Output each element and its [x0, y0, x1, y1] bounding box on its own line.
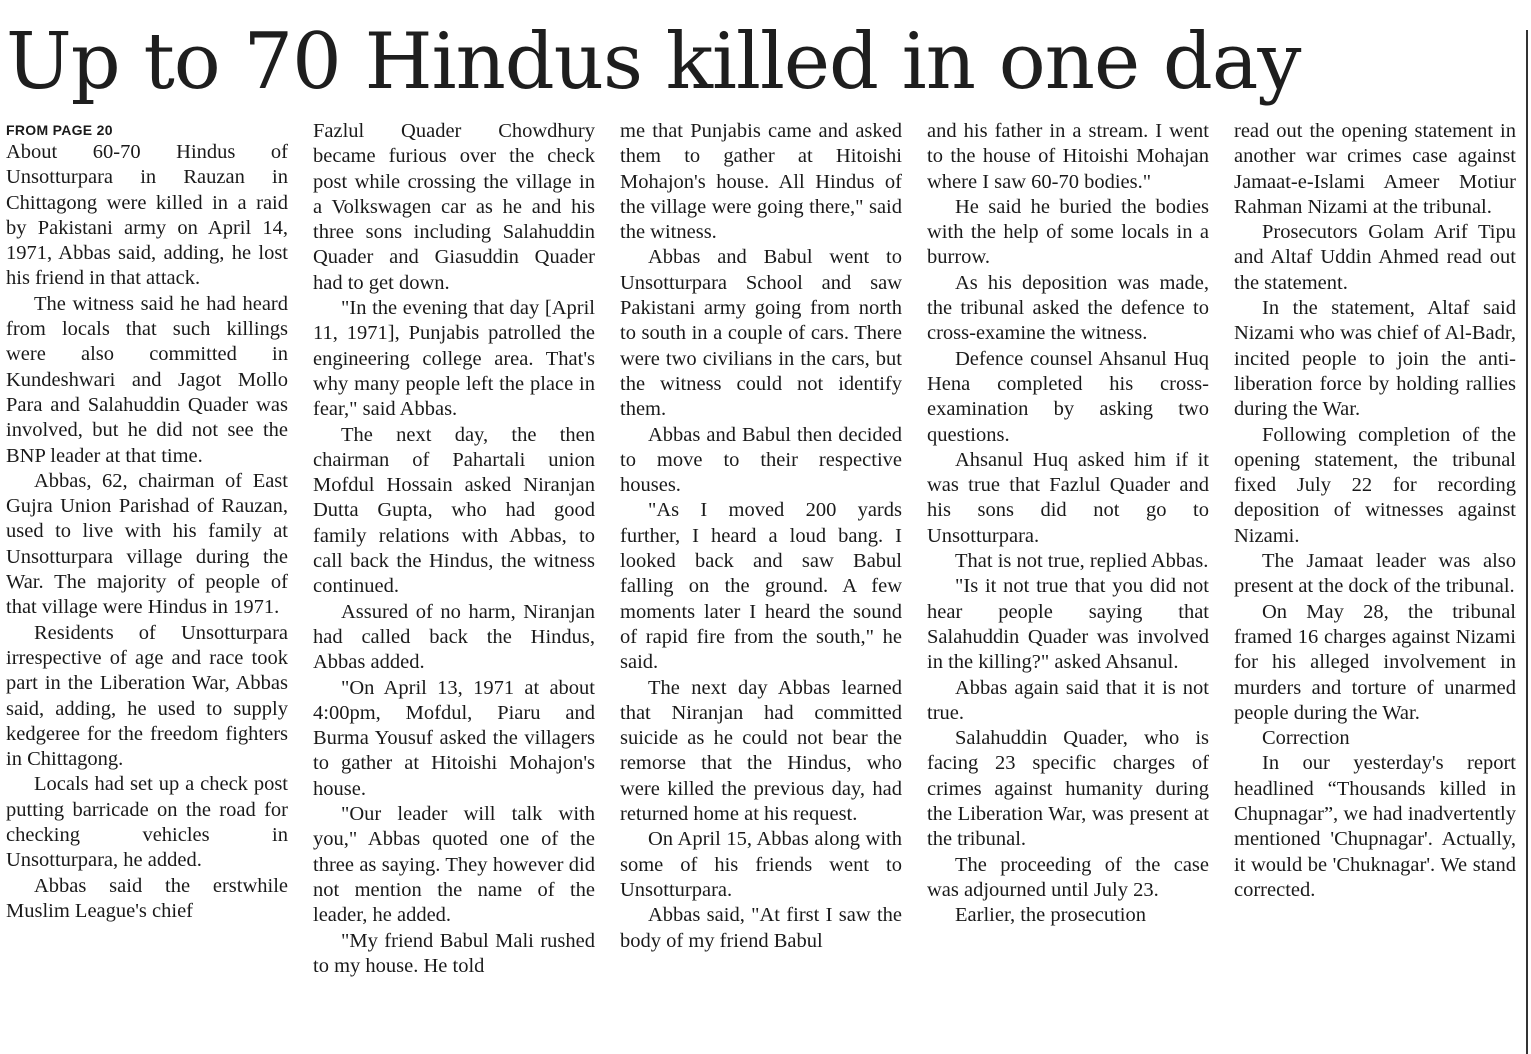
paragraph: That is not true, replied Abbas. — [955, 550, 1209, 573]
paragraph: "As I moved 200 yards further, I heard a loud bang. I looked back and saw Babul falling on the ground. A few moments later I heard the sound of rapid fire from the south," he said. — [620, 499, 902, 674]
paragraph: On April 15, Abbas along with some of his friends went to Unsotturpara. — [620, 828, 902, 901]
paragraph: Abbas said, "At first I saw the body of my friend Babul — [620, 904, 902, 952]
paragraph: Abbas and Babul then decided to move to their respective houses. — [620, 423, 902, 497]
article-column-1 — [6, 118, 288, 1054]
correction-text: In our yesterday's report headlined “Thousands killed in Chupnagar”, we had inadvertently mentioned 'Chupnagar'. Actually, it would be 'Chuknagar'. We stand corrected. — [1234, 752, 1516, 901]
paragraph: Earlier, the prosecution — [955, 904, 1147, 927]
paragraph: The Jamaat leader was also present at the dock of the tribunal. — [1234, 550, 1516, 598]
paragraph: He said he buried the bodies with the help of some locals in a burrow. — [927, 195, 1209, 269]
paragraph: Assured of no harm, Niranjan had called back the Hindus, Abbas added. — [313, 600, 595, 674]
paragraph: Salahuddin Quader, who is facing 23 specific charges of crimes against humanity during the Liberation War, was present at the tribunal. — [927, 727, 1209, 851]
article-column-5 — [1234, 119, 1516, 1054]
paragraph: "Is it not true that you did not hear people saying that Salahuddin Quader was involved in the killing?" asked Ahsanul. — [927, 575, 1209, 674]
paragraph: The witness said he had heard from locals that such killings were also committed in Kundeshwari and Jagot Mollo Para and Salahuddin Quader was involved, but he did not see the BNP leader at that time. — [6, 292, 288, 467]
paragraph: Locals had set up a check post putting barricade on the road for checking vehicles in Unsotturpara, he added. — [6, 773, 288, 872]
paragraph: Abbas, 62, chairman of East Gujra Union Parishad of Rauzan, used to live with his family at Unsotturpara village during the War. The majority of people of that village were Hindus in 1971. — [6, 469, 288, 619]
paragraph: "In the evening that day [April 11, 1971], Punjabis patrolled the engineering college area. That's why many people left the place in fear," said Abbas. — [313, 297, 595, 421]
paragraph: Abbas again said that it is not true. — [927, 676, 1209, 724]
continuation-kicker: FROM PAGE 20 — [6, 122, 113, 138]
paragraph: and his father in a stream. I went to the house of Hitoishi Mohajan where I saw 60-70 bodies." — [927, 120, 1209, 193]
paragraph: Residents of Unsotturpara irrespective of age and race took part in the Liberation War, Abbas said, adding, he used to supply kedgeree for the freedom fighters in Chittagong. — [6, 621, 288, 771]
paragraph: "Our leader will talk with you," Abbas quoted one of the three as saying. They however did not mention the name of the leader, he added. — [313, 803, 595, 927]
paragraph: The proceeding of the case was adjourned until July 23. — [927, 853, 1209, 901]
paragraph: me that Punjabis came and asked them to gather at Hitoishi Mohajon's house. All Hindus of the village were going there," said the witness. — [620, 120, 902, 244]
article-body — [6, 118, 1516, 1054]
paragraph: "On April 13, 1971 at about 4:00pm, Mofdul, Piaru and Burma Yousuf asked the villagers to gather at Hitoishi Mohajon's house. — [313, 676, 595, 800]
paragraph: "My friend Babul Mali rushed to my house. He told — [313, 929, 595, 977]
paragraph: Abbas and Babul went to Unsotturpara School and saw Pakistani army going from north to south in a couple of cars. There were two civilians in the cars, but the witness could not identify them. — [620, 246, 902, 421]
correction-heading: Correction — [1262, 727, 1350, 750]
column-rule — [1526, 30, 1528, 1054]
article-column-2 — [313, 119, 595, 1054]
paragraph: On May 28, the tribunal framed 16 charges against Nizami for his alleged involvement in murders and torture of unarmed people during the War. — [1234, 600, 1516, 724]
paragraph: Ahsanul Huq asked him if it was true that Fazlul Quader and his sons did not go to Unsotturpara. — [927, 448, 1209, 547]
paragraph: The next day Abbas learned that Niranjan had committed suicide as he could not bear the remorse that the Hindus, who were killed the previous day, had returned home at his request. — [620, 676, 902, 826]
paragraph: Following completion of the opening statement, the tribunal fixed July 22 for recording deposition of witnesses against Nizami. — [1234, 423, 1516, 547]
paragraph: In the statement, Altaf said Nizami who was chief of Al-Badr, incited people to join the anti-liberation force by holding rallies during the War. — [1234, 297, 1516, 421]
paragraph: read out the opening statement in another war crimes case against Jamaat-e-Islami Ameer Motiur Rahman Nizami at the tribunal. — [1234, 120, 1516, 218]
paragraph: About 60-70 Hindus of Unsotturpara in Rauzan in Chittagong were killed in a raid by Pakistani army on April 14, 1971, Abbas said, adding, he lost his friend in that attack. — [6, 141, 288, 290]
headline: Up to 70 Hindus killed in one day — [6, 17, 1301, 107]
paragraph: Fazlul Quader Chowdhury became furious over the check post while crossing the village in a Volkswagen car as he and his three sons including Salahuddin Quader and Giasuddin Quader had to get down. — [313, 120, 595, 294]
paragraph: As his deposition was made, the tribunal asked the defence to cross-examine the witness. — [927, 271, 1209, 345]
article-column-3 — [620, 119, 902, 1054]
article-column-4 — [927, 119, 1209, 1054]
paragraph: Prosecutors Golam Arif Tipu and Altaf Uddin Ahmed read out the statement. — [1234, 221, 1516, 294]
paragraph: Defence counsel Ahsanul Huq Hena completed his cross-examination by asking two questions. — [927, 347, 1209, 446]
paragraph: The next day, the then chairman of Pahartali union Mofdul Hossain asked Niranjan Dutta Gupta, who had good family relations with Abbas, to call back the Hindus, the witness continued. — [313, 423, 595, 598]
paragraph: Abbas said the erstwhile Muslim League's chief — [6, 874, 288, 922]
